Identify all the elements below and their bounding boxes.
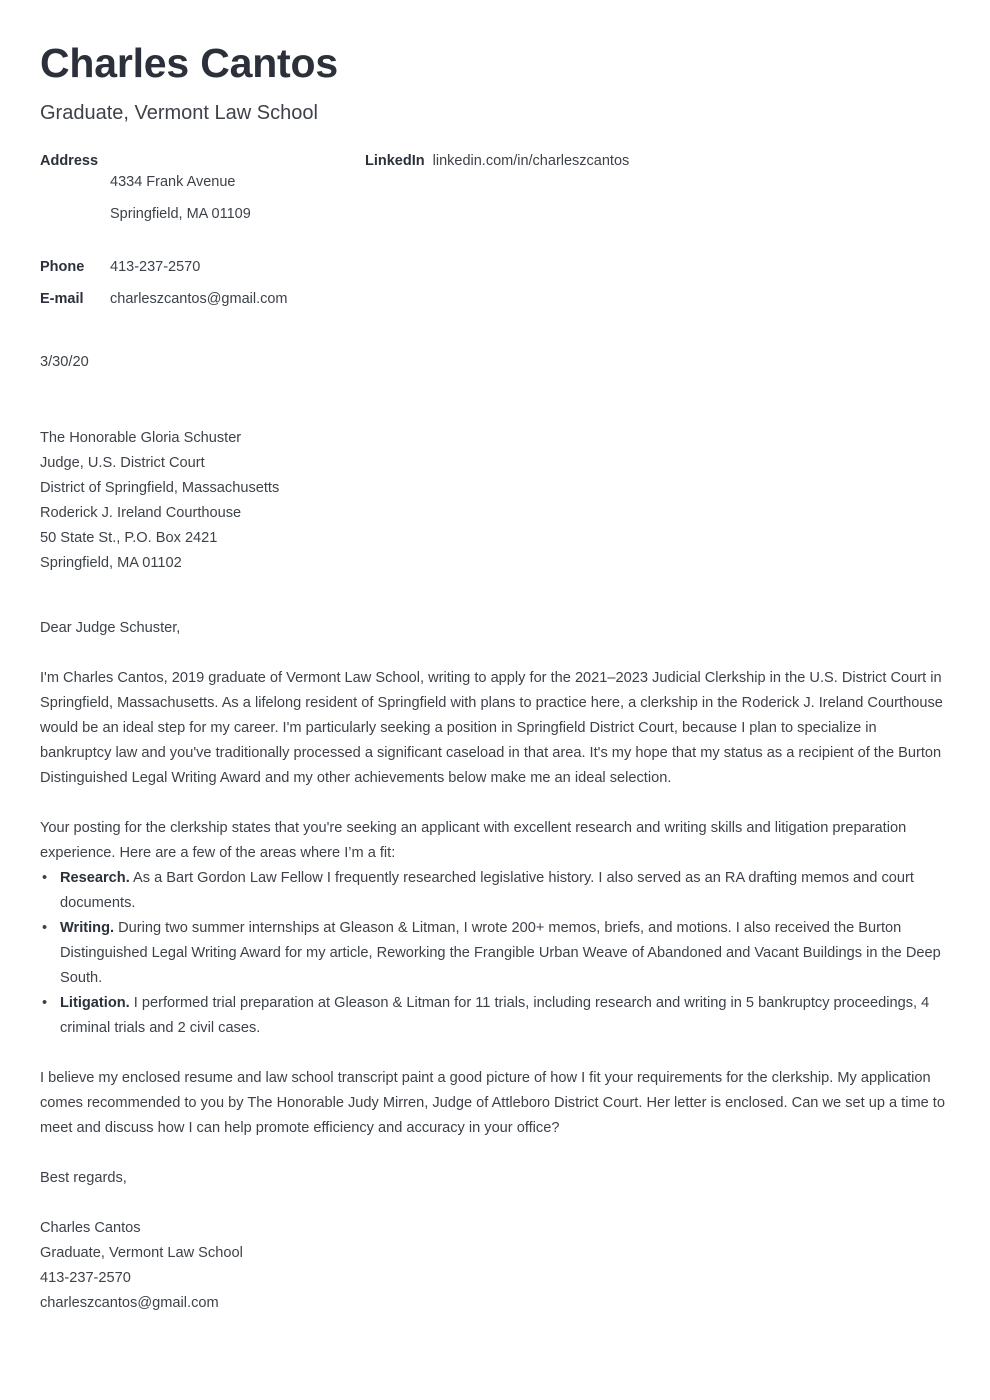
letter-date: 3/30/20 bbox=[40, 354, 89, 371]
signature-line: Graduate, Vermont Law School bbox=[40, 1245, 243, 1262]
signature-line: 413-237-2570 bbox=[40, 1270, 131, 1287]
recipient-address bbox=[40, 426, 950, 576]
signature-block bbox=[40, 1216, 950, 1316]
contact-value-phone: 413-237-2570 bbox=[110, 259, 201, 276]
list-item bbox=[40, 866, 950, 916]
contact-value-email: charleszcantos@gmail.com bbox=[110, 291, 288, 308]
recipient-line: 50 State St., P.O. Box 2421 bbox=[40, 530, 218, 547]
bullet-term: Writing. bbox=[60, 920, 115, 937]
contact-label-phone: Phone bbox=[40, 259, 85, 276]
recipient-line: Roderick J. Ireland Courthouse bbox=[40, 505, 242, 522]
contact-value-address-line1: 4334 Frank Avenue bbox=[110, 174, 236, 191]
contact-column-left bbox=[40, 151, 365, 310]
contact-value-address-line2: Springfield, MA 01109 bbox=[110, 206, 251, 223]
contact-label-linkedin: LinkedIn bbox=[365, 153, 425, 170]
contact-row-email bbox=[40, 289, 365, 310]
list-item bbox=[40, 991, 950, 1041]
bullet-text: During two summer internships at Gleason & Litman, I wrote 200+ memos, briefs, and motions. I also received the Burton Distinguished Legal Writing Award for my article, Reworking the Frangible Urban Weave of Abandoned and Vacant Buildings in the Deep South. bbox=[60, 920, 941, 987]
contact-label-address: Address bbox=[40, 153, 99, 170]
bullet-term: Research. bbox=[60, 870, 130, 887]
contact-value-address bbox=[110, 151, 251, 246]
contact-column-right bbox=[365, 151, 950, 172]
contact-row-linkedin bbox=[365, 151, 950, 172]
letter-paragraph-3: I believe my enclosed resume and law school transcript paint a good picture of how I fit your requirements for the clerkship. My application comes recommended to you by The Honorable Judy Mirren, Judge of Attleboro District Court. Her letter is enclosed. Can we set up a time to meet and discuss how I can help promote efficiency and accuracy in your office? bbox=[40, 1070, 945, 1137]
letter-paragraph-2: Your posting for the clerkship states that you're seeking an applicant with excellent research and writing skills and litigation preparation experience. Here are a few of the areas where I’m a fit: bbox=[40, 820, 907, 862]
recipient-line: Springfield, MA 01102 bbox=[40, 555, 182, 572]
recipient-line: Judge, U.S. District Court bbox=[40, 455, 205, 472]
page-subtitle: Graduate, Vermont Law School bbox=[40, 102, 318, 125]
bullet-term: Litigation. bbox=[60, 995, 130, 1012]
letter-closing: Best regards, bbox=[40, 1170, 127, 1187]
letter-paragraph-1: I'm Charles Cantos, 2019 graduate of Vermont Law School, writing to apply for the 2021–2023 Judicial Clerkship in the U.S. District Court in Springfield, Massachusetts. As a lifelong resident of Springfield with plans to practice here, a clerkship in the Roderick J. Ireland Courthouse would be an ideal step for my career. I'm particularly seeking a position in Springfield District Court, because I plan to specialize in bankruptcy law and you've traditionally processed a significant caseload in that area. It's my hope that my status as a recipient of the Burton Distinguished Legal Writing Award and my other achievements below make me an ideal selection. bbox=[40, 670, 943, 787]
recipient-line: The Honorable Gloria Schuster bbox=[40, 430, 242, 447]
bullet-text: I performed trial preparation at Gleason & Litman for 11 trials, including research and writing in 5 bankruptcy proceedings, 4 criminal trials and 2 civil cases. bbox=[60, 995, 930, 1037]
contact-row-address bbox=[40, 151, 365, 246]
page-title: Charles Cantos bbox=[40, 40, 338, 86]
bullet-text: As a Bart Gordon Law Fellow I frequently researched legislative history. I also served as an RA drafting memos and court documents. bbox=[60, 870, 914, 912]
signature-line: charleszcantos@gmail.com bbox=[40, 1295, 219, 1312]
recipient-line: District of Springfield, Massachusetts bbox=[40, 480, 280, 497]
signature-line: Charles Cantos bbox=[40, 1220, 141, 1237]
contact-value-linkedin: linkedin.com/in/charleszcantos bbox=[432, 153, 630, 170]
list-item bbox=[40, 916, 950, 991]
contact-block bbox=[40, 151, 950, 310]
letter-body bbox=[40, 350, 950, 1316]
letter-salutation: Dear Judge Schuster, bbox=[40, 620, 181, 637]
contact-row-phone bbox=[40, 257, 365, 278]
qualifications-list bbox=[40, 866, 950, 1041]
contact-label-email: E-mail bbox=[40, 291, 84, 308]
